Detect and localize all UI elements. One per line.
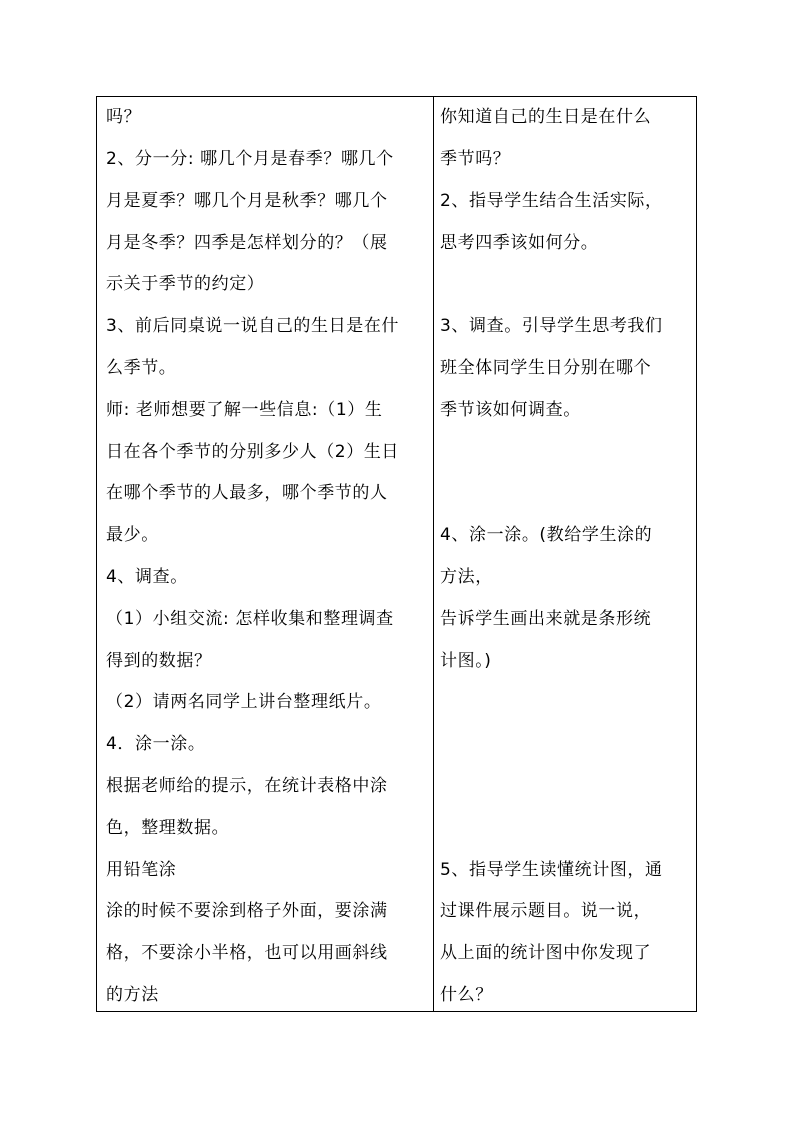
left-line: 最少。 <box>106 525 159 545</box>
right-line: 2、指导学生结合生活实际， <box>440 191 663 211</box>
left-line: 用铅笔涂 <box>106 860 177 880</box>
left-line: （2）请两名同学上讲台整理纸片。 <box>106 692 382 712</box>
left-line: 月是夏季？哪几个月是秋季？哪几个 <box>106 191 388 211</box>
right-line: 季节吗？ <box>440 149 511 169</box>
right-line: 4、涂一涂。(教给学生涂的 <box>440 525 653 545</box>
left-line: 4．涂一涂。 <box>106 734 206 754</box>
left-line: 3、前后同桌说一说自己的生日是在什 <box>106 316 400 336</box>
right-line: 计图。) <box>440 651 492 671</box>
right-line: 季节该如何调查。 <box>440 400 581 420</box>
left-line: 么季节。 <box>106 358 177 378</box>
right-line: 方法， <box>440 567 493 587</box>
left-line: 得到的数据？ <box>106 651 212 671</box>
left-line: （1）小组交流: 怎样收集和整理调查 <box>106 609 394 629</box>
right-line: 过课件展示题目。说一说， <box>440 901 652 921</box>
right-line: 5、指导学生读懂统计图，通 <box>440 860 663 880</box>
column-divider <box>433 97 434 1011</box>
left-line: 涂的时候不要涂到格子外面，要涂满 <box>106 901 388 921</box>
right-line: 你知道自己的生日是在什么 <box>440 107 652 127</box>
left-line: 吗？ <box>106 107 142 127</box>
left-line: 师: 老师想要了解一些信息:（1）生 <box>106 400 383 420</box>
left-line: 的方法 <box>106 985 159 1005</box>
left-line: 月是冬季？四季是怎样划分的？（展 <box>106 233 388 253</box>
right-line: 思考四季该如何分。 <box>440 233 599 253</box>
left-line: 色，整理数据。 <box>106 818 230 838</box>
left-line: 根据老师给的提示，在统计表格中涂 <box>106 776 388 796</box>
design-intent-cell <box>440 97 694 1011</box>
right-line: 3、调查。引导学生思考我们 <box>440 316 663 336</box>
left-line: 格，不要涂小半格，也可以用画斜线 <box>106 943 388 963</box>
left-line: 日在各个季节的分别多少人（2）生日 <box>106 442 400 462</box>
right-line: 什么？ <box>440 985 493 1005</box>
left-line: 示关于季节的约定） <box>106 274 265 294</box>
left-line: 2、分一分: 哪几个月是春季？哪几个 <box>106 149 394 169</box>
left-line: 4、调查。 <box>106 567 188 587</box>
lesson-plan-table <box>96 96 697 1012</box>
right-line: 告诉学生画出来就是条形统 <box>440 609 652 629</box>
left-line: 在哪个季节的人最多，哪个季节的人 <box>106 483 388 503</box>
right-line: 班全体同学生日分别在哪个 <box>440 358 652 378</box>
right-line: 从上面的统计图中你发现了 <box>440 943 652 963</box>
teaching-process-cell <box>106 97 428 1011</box>
